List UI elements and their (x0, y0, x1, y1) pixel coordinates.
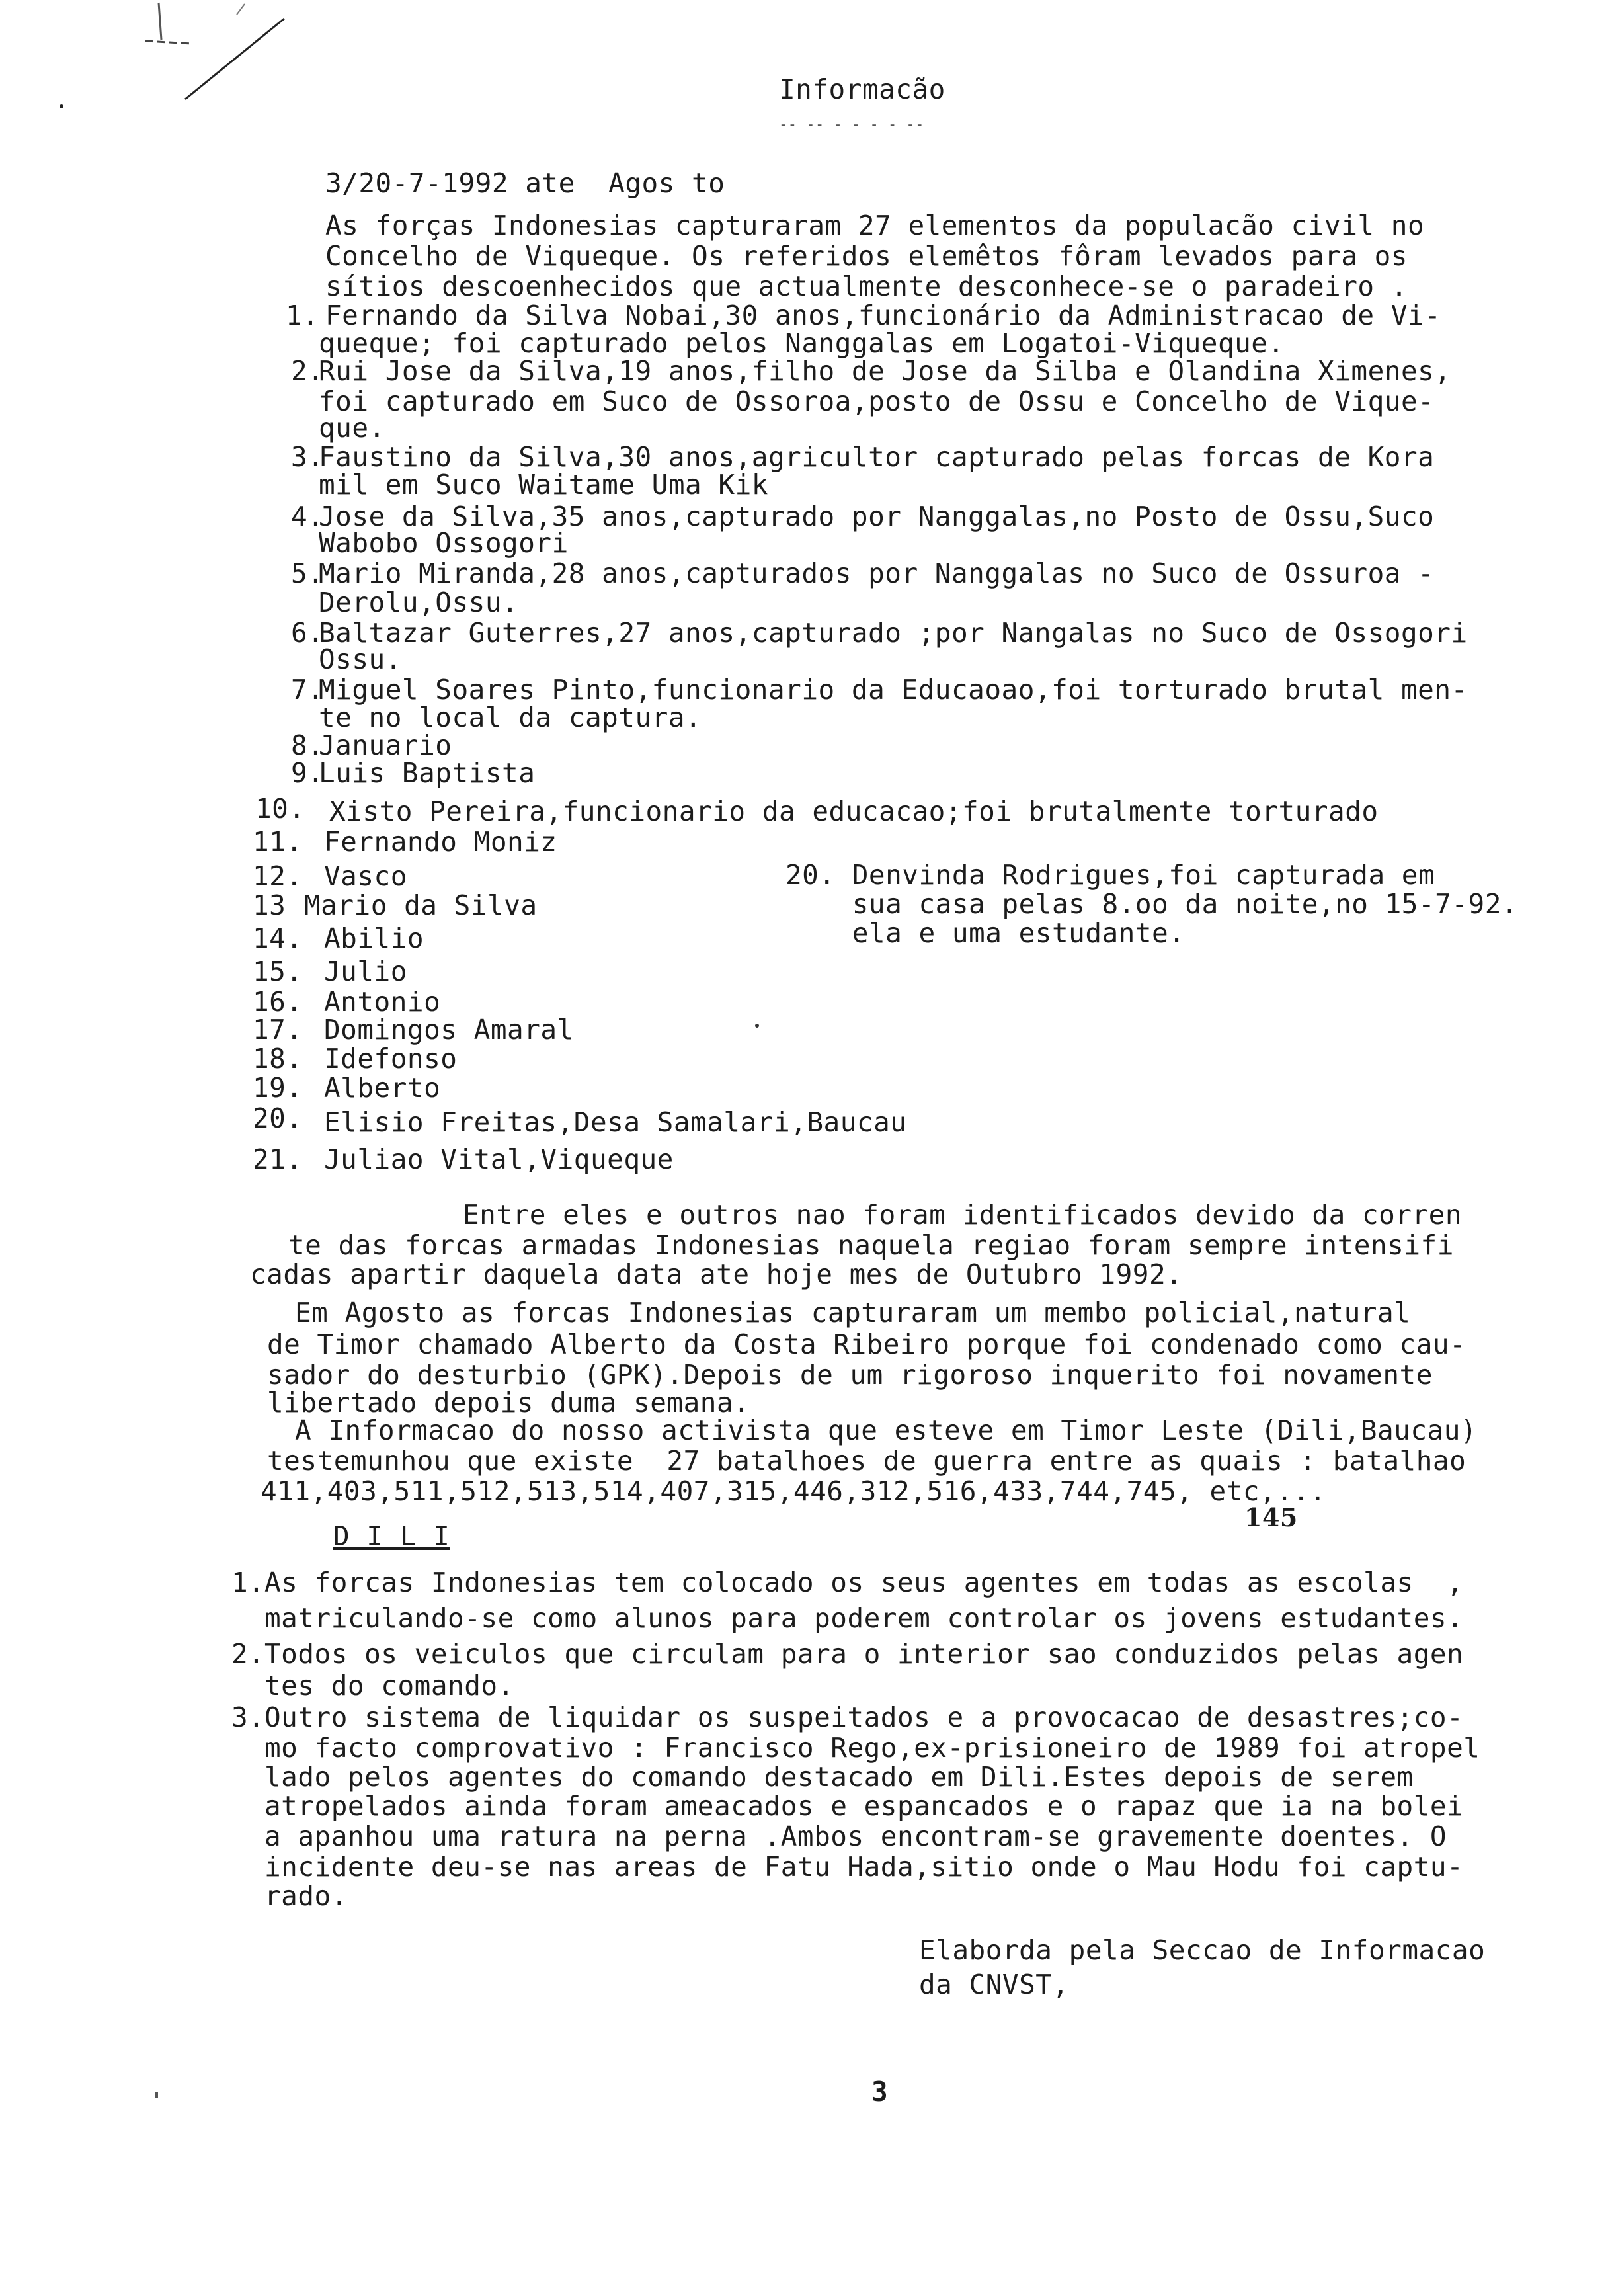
side-note-line: sua casa pelas 8.oo da noite,no 15-7-92. (785, 888, 1519, 920)
list-item-number: 13 (253, 889, 286, 921)
list-item: te no local da captura. (319, 702, 702, 733)
paragraph-line: A Informacao do nosso activista que esteve em Timor Leste (Dili,Baucau) (295, 1414, 1478, 1446)
list-item: Xisto Pereira,funcionario da educacao;foi brutalmente torturado (329, 796, 1379, 827)
handwritten-page-number: 145 (1244, 1502, 1298, 1532)
list-item: queque; foi capturado pelos Nanggalas em Logatoi-Viqueque. (319, 327, 1285, 359)
list-item: Julio (324, 956, 407, 987)
list-item: Luis Baptista (319, 757, 536, 789)
speck (755, 1024, 759, 1028)
list-item-number: 2. (231, 1638, 265, 1670)
list-item: Alberto (324, 1072, 441, 1104)
speck (60, 104, 63, 108)
paragraph-line: de Timor chamado Alberto da Costa Ribeiro porque foi condenado como cau- (267, 1329, 1467, 1360)
side-note-line: 20. Denvinda Rodrigues,foi capturada em (785, 859, 1435, 891)
list-item: Mario Miranda,28 anos,capturados por Nanggalas no Suco de Ossuroa - (319, 557, 1435, 589)
list-item: lado pelos agentes do comando destacado em Dili.Estes depois de serem (264, 1761, 1414, 1793)
signature-line: da CNVST, (919, 1969, 1069, 2000)
list-item-number: 2. (291, 355, 325, 387)
list-item: As forcas Indonesias tem colocado os seus agentes em todas as escolas , (264, 1567, 1464, 1598)
list-item-number: 17. (253, 1014, 303, 1046)
list-item-number: 3. (291, 441, 325, 473)
date-line: 3/20-7-1992 ate Agos to (325, 167, 725, 199)
list-item-number: 1. (231, 1567, 265, 1598)
list-item: Antonio (324, 986, 441, 1018)
list-item-number: 14. (253, 922, 303, 954)
intro-line-3: sítios descoenhecidos que actualmente desconhece-se o paradeiro . (325, 270, 1408, 302)
list-item: Elisio Freitas,Desa Samalari,Baucau (324, 1106, 907, 1138)
paragraph-line: testemunhou que existe 27 batalhoes de guerra entre as quais : batalhao (267, 1445, 1467, 1477)
list-item: Mario da Silva (304, 889, 538, 921)
list-item: Fernando Moniz (324, 826, 557, 858)
list-item: Rui Jose da Silva,19 anos,filho de Jose da Silba e Olandina Ximenes, (319, 355, 1451, 387)
list-item-number: 21. (253, 1143, 303, 1175)
list-item: Vasco (324, 860, 407, 892)
list-item: atropelados ainda foram ameacados e espancados e o rapaz que ia na bolei (264, 1790, 1464, 1822)
list-item-number: 16. (253, 986, 303, 1018)
speck (155, 2092, 158, 2098)
scan-corner-marks (119, 0, 317, 112)
list-item: Juliao Vital,Viqueque (324, 1143, 674, 1175)
list-item: Fernando da Silva Nobai,30 anos,funcionário da Administracao de Vi- (325, 300, 1441, 331)
list-item: Wabobo Ossogori (319, 527, 569, 559)
list-item: Januario (319, 729, 452, 761)
list-item-number: 5. (291, 557, 325, 589)
list-item-number: 19. (253, 1072, 303, 1104)
list-item: Ossu. (319, 643, 402, 675)
list-item: tes do comando. (264, 1670, 514, 1702)
list-item: rado. (264, 1880, 348, 1912)
list-item: Domingos Amaral (324, 1014, 574, 1046)
page-number: 3 (871, 2076, 889, 2108)
list-item: que. (319, 412, 385, 444)
intro-line-1: As forças Indonesias capturaram 27 elementos da populacão civil no (325, 210, 1425, 241)
list-item: Derolu,Ossu. (319, 587, 519, 618)
list-item: Outro sistema de liquidar os suspeitados e a provocacao de desastres;co- (264, 1702, 1464, 1733)
list-item-number: 7. (291, 674, 325, 706)
paragraph-line: sador do desturbio (GPK).Depois de um rigoroso inquerito foi novamente (267, 1359, 1433, 1391)
list-item: Abilio (324, 922, 424, 954)
paragraph-line: Entre eles e outros nao foram identificados devido da corren (463, 1199, 1463, 1231)
list-item: incidente deu-se nas areas de Fatu Hada,sitio onde o Mau Hodu foi captu- (264, 1851, 1464, 1883)
list-item: mo facto comprovativo : Francisco Rego,ex-prisioneiro de 1989 foi atropel (264, 1732, 1480, 1764)
list-item: Todos os veiculos que circulam para o interior sao conduzidos pelas agen (264, 1638, 1464, 1670)
list-item: Baltazar Guterres,27 anos,capturado ;por Nangalas no Suco de Ossogori (319, 617, 1468, 649)
intro-line-2: Concelho de Viqueque. Os referidos elemêtos fôram levados para os (325, 240, 1408, 272)
list-item: Jose da Silva,35 anos,capturado por Nanggalas,no Posto de Ossu,Suco (319, 501, 1435, 532)
list-item-number: 4. (291, 501, 325, 532)
paragraph-line: Em Agosto as forcas Indonesias capturaram um membo policial,natural (295, 1297, 1411, 1329)
list-item-number: 18. (253, 1043, 303, 1075)
list-item-number: 12. (253, 860, 303, 892)
list-item: Idefonso (324, 1043, 458, 1075)
list-item: mil em Suco Waitame Uma Kik (319, 469, 768, 501)
list-item-number: 15. (253, 956, 303, 987)
list-item: Miguel Soares Pinto,funcionario da Educaoao,foi torturado brutal men- (319, 674, 1468, 706)
paragraph-line: cadas apartir daquela data ate hoje mes de Outubro 1992. (250, 1258, 1183, 1290)
paragraph-line: 411,403,511,512,513,514,407,315,446,312,516,433,744,745, etc,... (261, 1475, 1326, 1507)
page-title: Informacão (779, 73, 945, 105)
list-item-number: 20. (253, 1102, 303, 1134)
list-item-number: 11. (253, 826, 303, 858)
section-heading-dili: D I L I (333, 1520, 450, 1552)
list-item-number: 6. (291, 617, 325, 649)
list-item-number: 9. (291, 757, 325, 789)
list-item-number: 1. (286, 300, 319, 331)
list-item-number: 10. (255, 793, 305, 825)
list-item: Faustino da Silva,30 anos,agricultor capturado pelas forcas de Kora (319, 441, 1435, 473)
list-item: foi capturado em Suco de Ossoroa,posto de Ossu e Concelho de Vique- (319, 386, 1435, 417)
side-note-line: ela e uma estudante. (785, 917, 1186, 949)
paragraph-line: te das forcas armadas Indonesias naquela regiao foram sempre intensifi (288, 1229, 1454, 1261)
list-item: matriculando-se como alunos para poderem controlar os jovens estudantes. (264, 1602, 1464, 1634)
title-underline: -- -- - - - - -- (779, 116, 924, 133)
list-item: a apanhou uma ratura na perna .Ambos encontram-se gravemente doentes. O (264, 1821, 1447, 1852)
list-item-number: 3. (231, 1702, 265, 1733)
paragraph-line: libertado depois duma semana. (267, 1387, 750, 1418)
list-item-number: 8. (291, 729, 325, 761)
signature-line: Elaborda pela Seccao de Informacao (919, 1934, 1486, 1966)
